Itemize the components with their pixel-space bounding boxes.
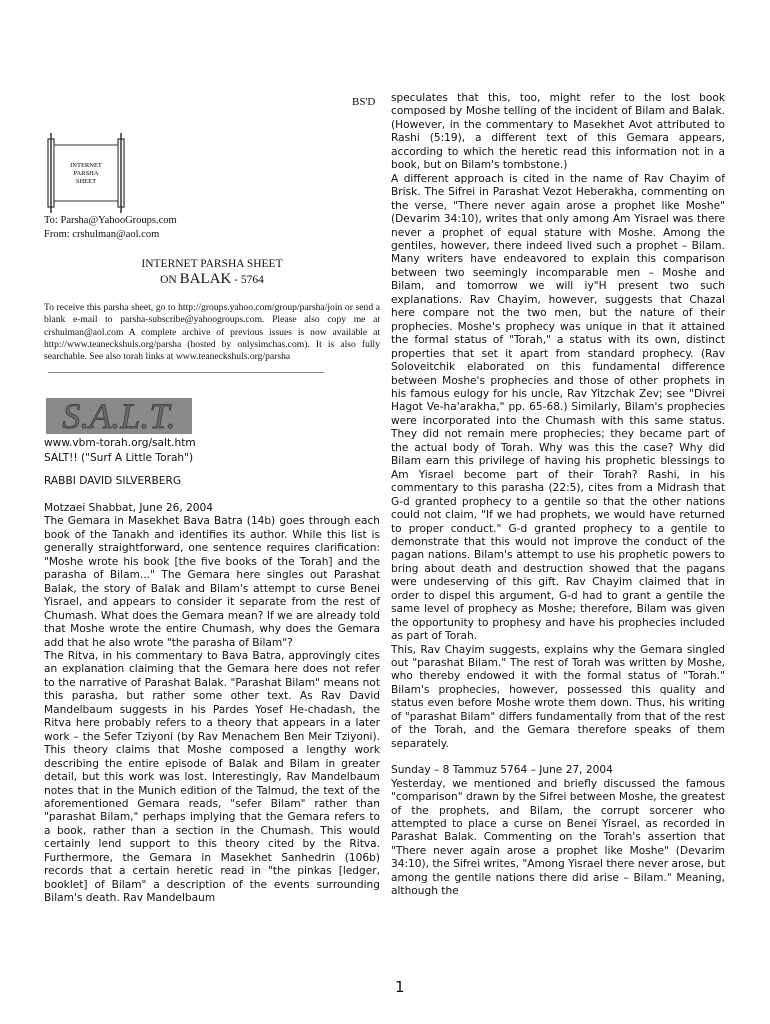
- sheet-title: INTERNET PARSHA SHEET: [141, 258, 283, 270]
- salt-tagline: SALT!! ("Surf A Little Torah"): [44, 451, 194, 464]
- logo-line-1: INTERNET: [70, 162, 102, 169]
- paragraph-2: The Ritva, in his commentary to Bava Batra, approvingly cites an explanation claiming that the Gemara here does not refer to the narrative of Parashat Balak. "Parashat Bilam" means not this parasha, but rather some other text. As Rav David Mandelbaum suggests in his Pardes Yosef He-chadash, the Ritva here probably refers to a theory that appears in a later work – the Sefer Tziyoni (by Rav Menachem Ben Meir Tziyoni). This theory claims that Moshe composed a lengthy work describing the entire episode of Balak and Bilam in greater detail, but this work was lost. Interestingly, Rav Mandelbaum notes that in the Munich edition of the Talmud, the text of the aforementioned Gemara reads, "sefer Bilam" rather than "parashat Bilam," perhaps implying that the Gemara refers to a book, rather than a section in the Chumash. This would certainly lend support to this theory cited by the Ritva. Furthermore, the Gemara in Masekhet Sanhedrin (106b) records that a certain heretic read in "the pinkas [ledger, booklet] of Bilam" a description of the events surrounding Bilam's death. Rav Mandelbaum: [44, 649, 380, 905]
- title-on: ON: [160, 274, 177, 286]
- bsd-mark: BS'D: [352, 96, 376, 108]
- paragraph-1: The Gemara in Masekhet Bava Batra (14b) goes through each book of the Tanakh and identifies its author. While this list is generally straightforward, one sentence requires clarification: "Moshe wrote his book [the five books of the Torah] and the parasha of Bilam..." The Gemara here singles out Parashat Balak, the story of Balak and Bilam's attempt to curse Benei Yisrael, and appears to consider it separate from the rest of Chumash. What does the Gemara mean? If we are already told that Moshe wrote the entire Chumash, why does the Gemara add that he also wrote "the parasha of Bilam"?: [44, 515, 380, 649]
- to-line: To: Parsha@YahooGroups.com: [44, 215, 177, 226]
- subscription-info: To receive this parsha sheet, go to http://groups.yahoo.com/group/parsha/join or send a blank e-mail to parsha-subscribe@yahoogroups.com. Please also copy me at crshulman@aol.com A complete archive of previous issues is now available at http://www.teaneckshuls.org/parsha (hosted by onlysimchas.com). It is also fully searchable. See also torah links at www.teaneckshuls.org/parsha: [44, 302, 380, 363]
- logo-line-2: PARSHA: [73, 170, 99, 177]
- paragraph-4: A different approach is cited in the name of Rav Chayim of Brisk. The Sifrei in Parashat Vezot Heberakha, commenting on the verse, "There never again arose a prophet like Moshe" (Devarim 34:10), writes that only among Am Yisrael was there never a prophet of equal stature with Moshe. Among the gentiles, however, there indeed lived such a prophet – Bilam. Many writers have endeavored to explain this comparison between two seemingly incomparable men – Moshe and Bilam, and tomorrow we will iy"H present two such explanations. Rav Chayim, however, suggests that Chazal here compare not the two men, but the nature of their prophecies. Moshe's prophecy was unique in that it attained the formal status of "Torah," a status with its own, distinct properties that set it apart from standard prophecy. (Rav Soloveitchik elaborated on this fundamental difference between Moshe's prophecies and those of other prophets in his famous eulogy for his uncle, Rav Yitzchak Zev; see "Divrei Hagot Ve-ha'arakha," pp. 65-68.) Similarly, Bilam's prophecies were incorporated into the Chumash with this same status. They did not remain mere prophecies; they became part of the actual body of Torah. Why was this the case? Why did Bilam earn this privilege of having his prophetic blessings to Am Yisrael become part of their Torah? Rashi, in his commentary to this parasha (22:5), cites from a Midrash that G-d granted prophecy to a gentile so that the other nations could not claim, "If we had prophets, we would have returned to proper conduct." G-d granted prophecy to a gentile to demonstrate that this would not improve the conduct of the pagan nations. Bilam's attempt to use his prophetic powers to bring about death and destruction showed that the pagans were undeserving of this gift. Rav Chayim claimed that in order to dispel this argument, G-d had to grant a gentile the same level of prophecy as Moshe; therefore, Bilam was given the opportunity to prophesy and have his prophecies included as part of Torah.: [391, 172, 725, 643]
- title-year: - 5764: [231, 274, 264, 286]
- salt-logo-text: S.A.L.T.: [62, 398, 176, 434]
- paragraph-gap: [391, 751, 725, 764]
- article-right-column: [391, 92, 725, 899]
- parsha-name: BALAK: [179, 271, 232, 287]
- salt-info: [44, 436, 196, 465]
- torah-scroll-logo: [44, 133, 128, 213]
- author-name: RABBI DAVID SILVERBERG: [44, 475, 182, 487]
- page-number: 1: [395, 978, 405, 996]
- paragraph-6: Yesterday, we mentioned and briefly discussed the famous "comparison" drawn by the Sifrei between Moshe, the greatest of the prophets, and Bilam, the corrupt sorcerer who attempted to place a curse on Benei Yisrael, as recorded in Parashat Balak. Commenting on the Torah's assertion that "There never again arose a prophet like Moshe" (Devarim 34:10), the Sifrei writes, "Among Yisrael there never arose, but among the gentile nations there did arise – Bilam." Meaning, although the: [391, 777, 725, 898]
- contact-block: [44, 214, 177, 242]
- paragraph-3: speculates that this, too, might refer to the lost book composed by Moshe telling of the incident of Bilam and Balak. (However, in the commentary to Masekhet Avot attributed to Rashi (5:19), a different text of this Gemara appears, according to which the heretic read this information not in a book, but on Bilam's tombstone.): [391, 92, 725, 172]
- date-heading-2: Sunday – 8 Tammuz 5764 – June 27, 2004: [391, 764, 613, 777]
- salt-logo: [46, 398, 192, 434]
- logo-line-3: SHEET: [75, 178, 97, 185]
- paragraph-5: This, Rav Chayim suggests, explains why the Gemara singled out "parashat Bilam." The rest of Torah was written by Moshe, who thereby endowed it with the formal status of "Torah." Bilam's prophecies, however, possessed this quality and status even before Moshe wrote them down. Thus, his writing of "parashat Bilam" differs fundamentally from that of the rest of the Torah, and the Gemara therefore speaks of them separately.: [391, 643, 725, 750]
- parsha-title: [44, 271, 380, 288]
- date-heading-1: Motzaei Shabbat, June 26, 2004: [44, 502, 214, 514]
- salt-url-link[interactable]: www.vbm-torah.org/salt.htm: [44, 437, 196, 449]
- divider-rule: [48, 372, 324, 373]
- article-left-column: [44, 502, 380, 906]
- from-line: From: crshulman@aol.com: [44, 229, 160, 240]
